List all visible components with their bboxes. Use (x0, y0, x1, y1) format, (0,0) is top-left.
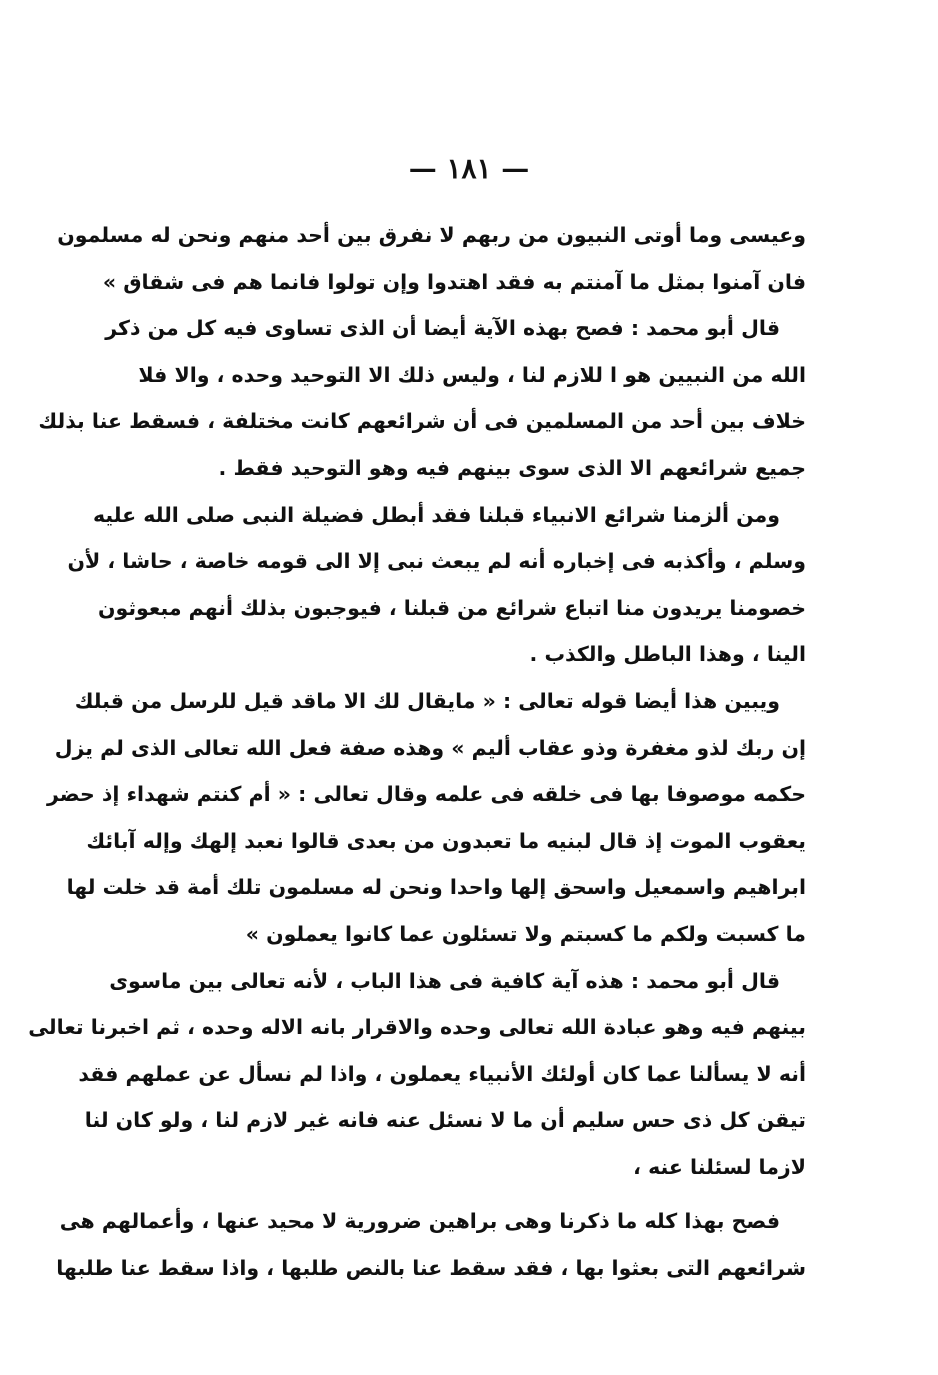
text-line: قال أبو محمد : هذه آية كافية فى هذا الباب ، لأنه تعالى بين ماسوى (109, 968, 780, 993)
text-line: ما كسبت ولكم ما كسبتم ولا تسئلون عما كانوا يعملون » (245, 921, 806, 946)
text-line: فصح بهذا كله ما ذكرنا وهى براهين ضرورية لا محيد عنها ، وأعمالهم هى (59, 1209, 780, 1234)
text-line: لازما لسئلنا عنه ، (633, 1154, 806, 1179)
text-line: الينا ، وهذا الباطل والكذب . (529, 642, 806, 667)
text-line: خصومنا يريدون منا اتباع شرائع من قبلنا ، فيوجبون بذلك أنهم مبعوثون (98, 595, 806, 620)
text-line: بينهم فيه وهو عبادة الله تعالى وحده والاقرار بانه الاله وحده ، ثم اخبرنا تعالى (28, 1015, 806, 1040)
text-line: الله من النبيين هو ا للازم لنا ، وليس ذلك الا التوحيد وحده ، والا فلا (138, 362, 806, 387)
text-line: شرائعهم التى بعثوا بها ، فقد سقط عنا بالنص طلبها ، واذا سقط عنا طلبها (56, 1256, 806, 1281)
text-line: ومن ألزمنا شرائع الانبياء قبلنا فقد أبطل فضيلة النبى صلى الله عليه (92, 502, 780, 527)
text-line: تيقن كل ذى حس سليم أن ما لا نسئل عنه فانه غير لازم لنا ، ولو كان لنا (84, 1108, 806, 1133)
text-line: أنه لا يسألنا عما كان أولئك الأنبياء يعملون ، واذا لم نسأل عن عملهم فقد (78, 1061, 806, 1086)
text-line: ابراهيم واسمعيل واسحق إلها واحدا ونحن له مسلمون تلك أمة قد خلت لها (66, 875, 806, 900)
text-line: وسلم ، وأكذبه فى إخباره أنه لم يبعث نبى إلا الى قومه خاصة ، حاشا ، لأن (67, 549, 806, 574)
text-line: إن ربك لذو مغفرة وذو عقاب أليم » وهذه صفة فعل الله تعالى الذى لم يزل (54, 735, 806, 760)
text-line: ويبين هذا أيضا قوله تعالى : « مايقال لك الا ماقد قيل للرسل من قبلك (74, 688, 780, 713)
text-line: حكمه موصوفا بها فى خلقه فى علمه وقال تعالى : « أم كنتم شهداء إذ حضر (47, 782, 806, 807)
text-line: وعيسى وما أوتى النبيون من ربهم لا نفرق بين أحد منهم ونحن له مسلمون (57, 223, 806, 247)
text-line: خلاف بين أحد من المسلمين فى أن شرائعهم كانت مختلفة ، فسقط عنا بذلك (38, 409, 806, 434)
text-line: جميع شرائعهم الا الذى سوى بينهم فيه وهو التوحيد فقط . (218, 455, 806, 480)
text-line: يعقوب الموت إذ قال لبنيه ما تعبدون من بعدى قالوا نعبد إلهك وإله آبائك (86, 828, 806, 853)
text-line: قال أبو محمد : فصح بهذه الآية أيضا أن الذى تساوى فيه كل من ذكر (105, 316, 780, 341)
body-text (28, 212, 806, 1292)
text-line: فان آمنوا بمثل ما آمنتم به فقد اهتدوا وإن تولوا فانما هم فى شقاق » (102, 269, 806, 294)
page-number: — ١٨١ — (408, 152, 530, 185)
